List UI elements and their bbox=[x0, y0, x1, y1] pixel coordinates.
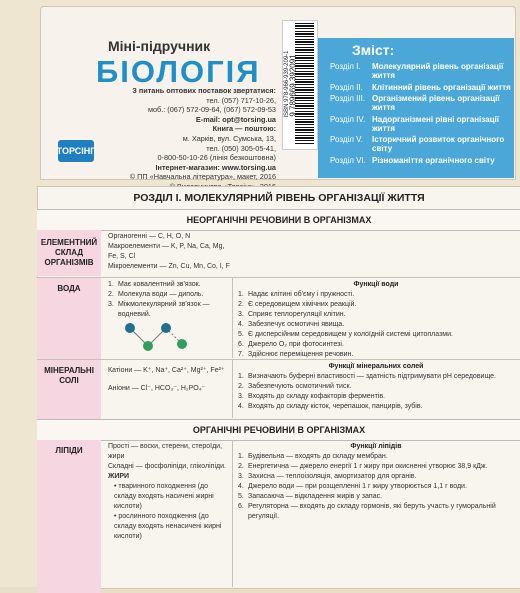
toc-item bbox=[330, 94, 514, 112]
label-lipids: ЛІПІДИ bbox=[37, 440, 101, 593]
label-elements: ЕЛЕМЕНТНИЙ СКЛАД ОРГАНІЗМІВ bbox=[37, 230, 101, 276]
toc-text: Клітинний рівень організації життя bbox=[372, 82, 511, 92]
column-divider bbox=[232, 440, 233, 587]
column-divider bbox=[232, 278, 233, 358]
toc-title: Зміст: bbox=[352, 42, 395, 58]
lipid-class: Складні — фосфоліпіди, гліколіпіди. bbox=[108, 463, 226, 470]
toc-list bbox=[330, 62, 514, 167]
salt-function bbox=[238, 402, 514, 412]
water-function-text: Є дисперсійним середовищем у колоїдній системі цитоплазми. bbox=[248, 331, 453, 338]
fat-type: • рослинного походження (до складу входять ненасичені жирні кислоти) bbox=[114, 513, 222, 540]
fats-title: ЖИРИ bbox=[108, 473, 130, 480]
contact-line: Інтернет-магазин: www.torsing.ua bbox=[155, 162, 276, 172]
water-prop-number: 2. bbox=[108, 291, 114, 298]
water-molecule-diagram bbox=[118, 318, 198, 354]
barcode-bars bbox=[295, 23, 314, 145]
water-prop-number: 3. bbox=[108, 301, 114, 308]
label-salts: МІНЕРАЛЬНІ СОЛІ bbox=[37, 360, 101, 424]
toc-text: Організмений рівень організації життя bbox=[372, 94, 500, 112]
water-function-number: 1. bbox=[238, 291, 244, 298]
water-function-text: Сприяє теплорегуляції клітин. bbox=[248, 311, 346, 318]
toc-text: Різноманіття органічного світу bbox=[372, 155, 495, 165]
row-divider bbox=[37, 359, 520, 360]
inorganic-band: НЕОРГАНІЧНІ РЕЧОВИНИ В ОРГАНІЗМАХ bbox=[37, 209, 520, 231]
contact-line: З питань оптових поставок звертатися: bbox=[132, 86, 276, 95]
lipid-function-text: Регуляторна — входять до складу гормонів, які беруть участь у гуморальній регуляції. bbox=[248, 503, 496, 520]
salt-function-text: Забезпечують осмотичний тиск. bbox=[248, 383, 352, 390]
water-prop-number: 1. bbox=[108, 281, 114, 288]
lipid-function-number: 6. bbox=[238, 503, 244, 510]
water-function-text: Є середовищем хімічних реакцій. bbox=[248, 301, 357, 308]
salts-ions bbox=[108, 366, 232, 394]
water-function-number: 5. bbox=[238, 331, 244, 338]
water-function bbox=[238, 340, 514, 350]
water-function-number: 4. bbox=[238, 321, 244, 328]
elements-list bbox=[108, 232, 308, 272]
toc-item bbox=[330, 115, 514, 133]
salts-functions-title: Функції мінеральних солей bbox=[328, 363, 424, 370]
water-prop bbox=[108, 290, 228, 300]
organic-band: ОРГАНІЧНІ РЕЧОВИНИ В ОРГАНІЗМАХ bbox=[37, 419, 520, 441]
lipid-function bbox=[238, 502, 514, 522]
water-function-number: 2. bbox=[238, 301, 244, 308]
water-functions-title: Функції води bbox=[353, 281, 399, 288]
toc-item bbox=[330, 135, 514, 153]
element-line: Органогенні — C, H, O, N bbox=[108, 233, 191, 240]
contact-line: Книга — поштою: bbox=[212, 124, 276, 134]
water-function-text: Забезпечує осмотичні явища. bbox=[248, 321, 345, 328]
toc-item bbox=[330, 62, 514, 80]
lipids-functions-title: Функції ліпідів bbox=[350, 443, 402, 450]
salt-function-number: 4. bbox=[238, 403, 244, 410]
lipid-function-number: 2. bbox=[238, 463, 244, 470]
water-function bbox=[238, 320, 514, 330]
salt-function-text: Входять до складу кофакторів ферментів. bbox=[248, 393, 385, 400]
contact-line: тел. (057) 717-10-26, bbox=[206, 95, 276, 105]
water-function-text: Здійснює переміщення речовин. bbox=[248, 351, 354, 358]
section-title: РОЗДІЛ І. МОЛЕКУЛЯРНИЙ РІВЕНЬ ОРГАНІЗАЦІЇ ЖИТТЯ bbox=[133, 192, 425, 204]
toc-text: Надорганізмені рівні організації життя bbox=[372, 114, 499, 133]
barcode bbox=[282, 20, 318, 150]
toc-item bbox=[330, 156, 514, 165]
salt-function-number: 1. bbox=[238, 373, 244, 380]
element-line: Мікроелементи — Zn, Cu, Mn, Co, I, F bbox=[108, 263, 230, 270]
lipid-function-text: Запасаюча — відкладення жирів у запас. bbox=[248, 493, 383, 500]
toc-item bbox=[330, 83, 514, 92]
water-prop bbox=[108, 280, 228, 290]
lipids-functions bbox=[238, 442, 514, 522]
toc-section: Розділ VI. bbox=[330, 155, 366, 165]
row-divider bbox=[37, 277, 520, 278]
lipid-function-text: Захисна — теплоізоляція, амортизатор для органів. bbox=[248, 473, 417, 480]
water-function bbox=[238, 290, 514, 300]
lipids-classes bbox=[108, 442, 230, 542]
subtitle: Міні-підручник bbox=[108, 38, 211, 54]
lipid-class: Прості — воски, стерени, стероїди, жири bbox=[108, 443, 223, 460]
lipid-function bbox=[238, 462, 514, 472]
water-function-number: 3. bbox=[238, 311, 244, 318]
lipid-function bbox=[238, 472, 514, 482]
contact-line: тел. (050) 305-05-41, bbox=[206, 143, 276, 153]
lipid-function bbox=[238, 452, 514, 462]
toc-section: Розділ І. bbox=[330, 62, 361, 71]
label-water: ВОДА bbox=[37, 278, 101, 364]
isbn-text: ISBN 978-966-939-209-1 bbox=[284, 50, 290, 118]
anions: Аніони — Cl⁻, HCO₃⁻, H₂PO₄⁻ bbox=[108, 385, 206, 392]
element-line: Макроелементи — K, P, Na, Ca, Mg, bbox=[108, 243, 225, 250]
water-function-text: Надає клітині об'єму і пружності. bbox=[248, 291, 355, 298]
water-prop-text: Має ковалентний зв'язок. bbox=[118, 281, 201, 288]
contact-line: 0-800-50-10-26 (лінія безкоштовна) bbox=[157, 153, 276, 163]
salt-function bbox=[238, 382, 514, 392]
salt-function bbox=[238, 372, 514, 382]
contacts-block bbox=[92, 86, 276, 192]
publisher-logo: ТОРСІНГ bbox=[58, 140, 94, 162]
water-functions bbox=[238, 280, 514, 360]
barcode-number: 9 789669 392091 bbox=[288, 54, 298, 117]
lipid-function-number: 3. bbox=[238, 473, 244, 480]
water-function-number: 7. bbox=[238, 351, 244, 358]
lipid-function-number: 5. bbox=[238, 493, 244, 500]
toc-text: Історичний розвиток органічного світу bbox=[372, 135, 505, 153]
salts-functions bbox=[238, 362, 514, 412]
lipid-function-number: 1. bbox=[238, 453, 244, 460]
lipid-function-number: 4. bbox=[238, 483, 244, 490]
salt-function bbox=[238, 392, 514, 402]
salt-function-number: 3. bbox=[238, 393, 244, 400]
toc-section: Розділ ІІІ. bbox=[330, 94, 366, 103]
book-title: БІОЛОГІЯ bbox=[96, 54, 261, 89]
water-properties bbox=[108, 280, 228, 320]
cations: Катіони — K⁺, Na⁺, Ca²⁺, Mg²⁺, Fe²⁺ bbox=[108, 367, 225, 374]
contact-line: м. Харків, вул. Сумська, 13, bbox=[182, 133, 276, 143]
water-prop-text: Молекула води — диполь. bbox=[118, 291, 204, 298]
water-prop-text: Міжмолекулярний зв'язок — водневий. bbox=[118, 301, 210, 318]
lipid-function-text: Енергетична — джерело енергії 1 г жиру при окисненні утворює 38,9 кДж. bbox=[248, 463, 488, 470]
contact-line: моб.: (067) 572-09-64, (067) 572-09-53 bbox=[147, 105, 276, 115]
toc-section: Розділ ІІ. bbox=[330, 82, 363, 92]
lipid-function bbox=[238, 482, 514, 492]
toc-section: Розділ V. bbox=[330, 135, 363, 144]
water-function bbox=[238, 300, 514, 310]
water-prop bbox=[108, 300, 228, 320]
lipid-function-text: Будівельна — входять до складу мембран. bbox=[248, 453, 388, 460]
lipid-function-text: Джерело води — при розщепленні 1 г жиру утворюється 1,1 г води. bbox=[248, 483, 467, 490]
toc-text: Молекулярний рівень організації життя bbox=[372, 62, 504, 80]
lipid-function bbox=[238, 492, 514, 502]
salt-function-text: Входять до складу кісток, черепашок, панцирів, зубів. bbox=[248, 403, 423, 410]
salt-function-text: Визначають буферні властивості — здатність підтримувати pH середовище. bbox=[248, 373, 496, 380]
water-function-number: 6. bbox=[238, 341, 244, 348]
water-function-text: Джерело O₂ при фотосинтезі. bbox=[248, 341, 344, 348]
salt-function-number: 2. bbox=[238, 383, 244, 390]
contact-line: © ПП «Навчальна література», макет, 2016 bbox=[129, 172, 276, 182]
element-line: Fe, S, Cl bbox=[108, 253, 136, 260]
toc-section: Розділ IV. bbox=[330, 114, 366, 124]
fat-type: • тваринного походження (до складу входять насичені жирні кислоти) bbox=[114, 483, 214, 510]
contact-line: E-mail: opt@torsing.ua bbox=[195, 114, 276, 124]
water-function bbox=[238, 330, 514, 340]
column-divider bbox=[232, 360, 233, 418]
water-function bbox=[238, 310, 514, 320]
